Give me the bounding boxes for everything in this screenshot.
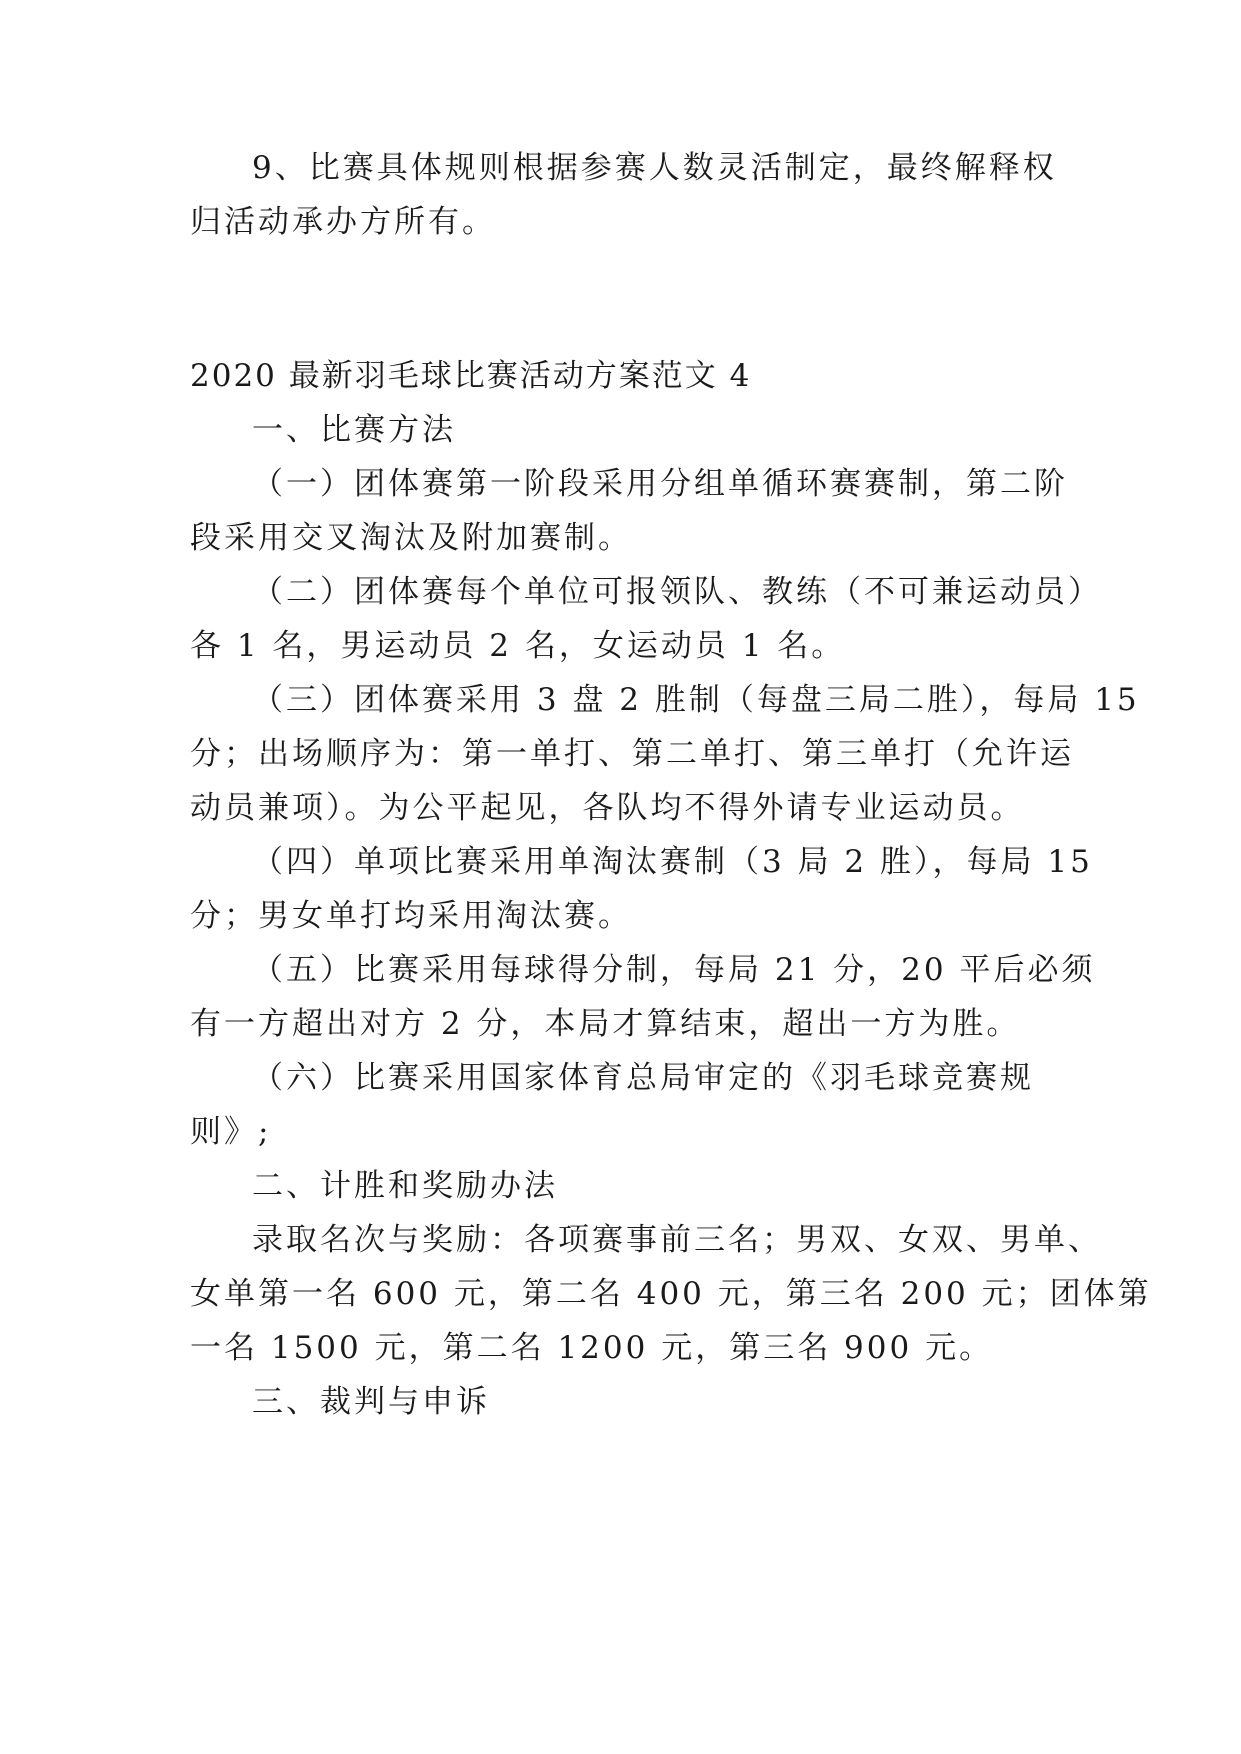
heading-line: 二、计胜和奖励办法 [252,1168,558,1204]
paragraph-line: 分；男女单打均采用淘汰赛。 [190,898,632,934]
paragraph-line: 归活动承办方所有。 [190,204,496,240]
paragraph-line: 有一方超出对方 2 分，本局才算结束，超出一方为胜。 [190,1006,1021,1042]
paragraph-line: 动员兼项）。为公平起见，各队均不得外请专业运动员。 [190,790,1025,826]
section-title: 2020 最新羽毛球比赛活动方案范文 4 [190,358,752,394]
paragraph-line: 录取名次与奖励：各项赛事前三名；男双、女双、男单、 [252,1222,1102,1258]
paragraph-line: 段采用交叉淘汰及附加赛制。 [190,520,632,556]
paragraph-line: 9、比赛具体规则根据参赛人数灵活制定，最终解释权 [252,150,1057,186]
paragraph-line: 女单第一名 600 元，第二名 400 元，第三名 200 元；团体第 [190,1276,1152,1312]
paragraph-line: 则》; [190,1114,272,1150]
paragraph-line: 分；出场顺序为：第一单打、第二单打、第三单打（允许运 [190,736,1074,772]
heading-line: 一、比赛方法 [252,412,456,448]
paragraph-line: （四）单项比赛采用单淘汰赛制（3 局 2 胜），每局 15 [252,844,1093,880]
paragraph-line: 一名 1500 元，第二名 1200 元，第三名 900 元。 [190,1330,994,1366]
paragraph-line: （六）比赛采用国家体育总局审定的《羽毛球竞赛规 [252,1060,1034,1096]
paragraph-line: （二）团体赛每个单位可报领队、教练（不可兼运动员） [252,574,1102,610]
paragraph-line: 各 1 名，男运动员 2 名，女运动员 1 名。 [190,628,846,664]
heading-line: 三、裁判与申诉 [252,1384,490,1420]
paragraph-line: （一）团体赛第一阶段采用分组单循环赛赛制，第二阶 [252,466,1068,502]
paragraph-line: （五）比赛采用每球得分制，每局 21 分，20 平后必须 [252,952,1096,988]
paragraph-line: （三）团体赛采用 3 盘 2 胜制（每盘三局二胜），每局 15 [252,682,1140,718]
